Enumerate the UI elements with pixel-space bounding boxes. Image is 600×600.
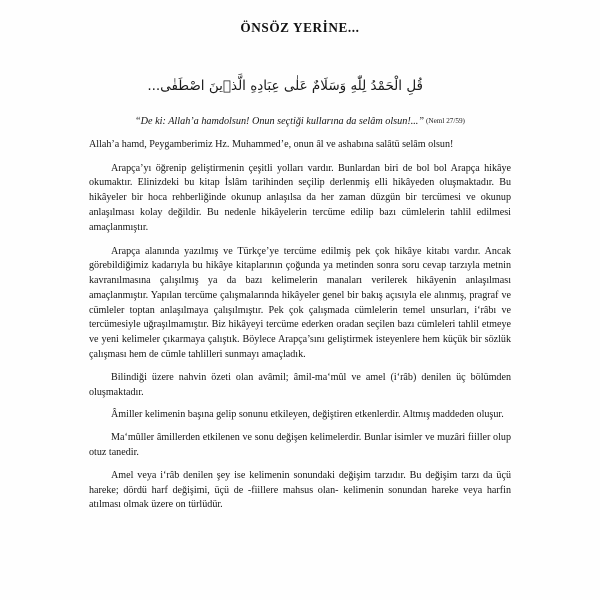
paragraph-salutation: Allah’a hamd, Peygamberimiz Hz. Muhammed’e, onun âl ve ashabına salâtü selâm olsun! <box>89 138 454 150</box>
arabic-verse: قُلِ الْحَمْدُ لِلّٰهِ وَسَلَامٌ عَلٰى عِبَادِهِ الَّذٖينَ اصْطَفٰى... <box>147 78 423 94</box>
paragraph-4: Âmiller kelimenin başına gelip sonunu etkileyen, değiştiren etkenlerdir. Altmış maddeden oluşur. <box>111 409 504 421</box>
paragraph-6: Amel veya i‘râb denilen şey ise kelimenin sonundaki değişim tarzıdır. Bu değişim tarzı da üçü hareke; dördü harf değişimi, üçü de -fiillere mahsus olan- kelimenin sonundan hareke veya harfin atılması olmak üzere on türlüdür. <box>89 469 511 511</box>
page-title: ÖNSÖZ YERİNE... <box>240 20 360 35</box>
paragraph-3: Bilindiği üzere nahvin özeti olan avâmil; âmil-ma‘mûl ve amel (i‘râb) denilen üç bölümden oluşmaktadır. <box>89 371 511 398</box>
paragraph-5: Ma‘mûller âmillerden etkilenen ve sonu değişen kelimelerdir. Bunlar isimler ve muzâri fiiller olup otuz tanedir. <box>89 432 511 458</box>
quote-text: “De ki: Allah’a hamdolsun! Onun seçtiği kullarına da selâm olsun!...” <box>135 115 425 127</box>
paragraph-1: Arapça’yı öğrenip geliştirmenin çeşitli yolları vardır. Bunlardan biri de bol bol Arapça hikâye okumaktır. Elinizdeki bu kitap İslâm tarihinden seçilip derlenmiş elli hikâyeden oluşmaktadır. Bu hikâyeler bir hoca rehberliğinde okunup anlaşılsa da her zaman düzgün bir tercümesi ve okunup anlaşılması kolay değildir. Bu nedenle hikâyelerin tercüme edilip bazı cümlelerin tahlil edilmesi amaçlanmıştır. <box>89 162 511 233</box>
document-body <box>89 36 511 513</box>
quote-block <box>89 114 511 129</box>
paragraph-2: Arapça alanında yazılmış ve Türkçe’ye tercüme edilmiş pek çok hikâye kitabı vardır. Ancak görebildiğimiz kadarıyla bu hikâye kitaplarının çoğunda ya metinden sonra soru cevap tarzıyla metnin kavranılmasına çalışılmış ya da bazı kelimelerin manaları verilerek hikâyenin anlaşılması amaçlanmıştır. Yapılan tercüme çalışmalarında hikâyeler genel bir bakış açısıyla ele alınmış, pragraf ve cümleler toptan anlaşılmaya çalışılmıştır. Pek çok çalışmada cümlelerin temel unsurları, i‘râbı ve tercümesiyle uğraşılmamıştır. Biz hikâyeyi tercüme ederken oradan seçilen bazı cümleleri tahlil etmeye ve yeni kelimeler çıkarmaya çalıştık. Böylece Arapça’sını geliştirmek isteyenlere hem küçük bir sözlük çalışması hem de cümle tahlilleri sunmayı amaçladık. <box>89 245 511 361</box>
quote-reference: (Neml 27/59) <box>426 116 465 125</box>
